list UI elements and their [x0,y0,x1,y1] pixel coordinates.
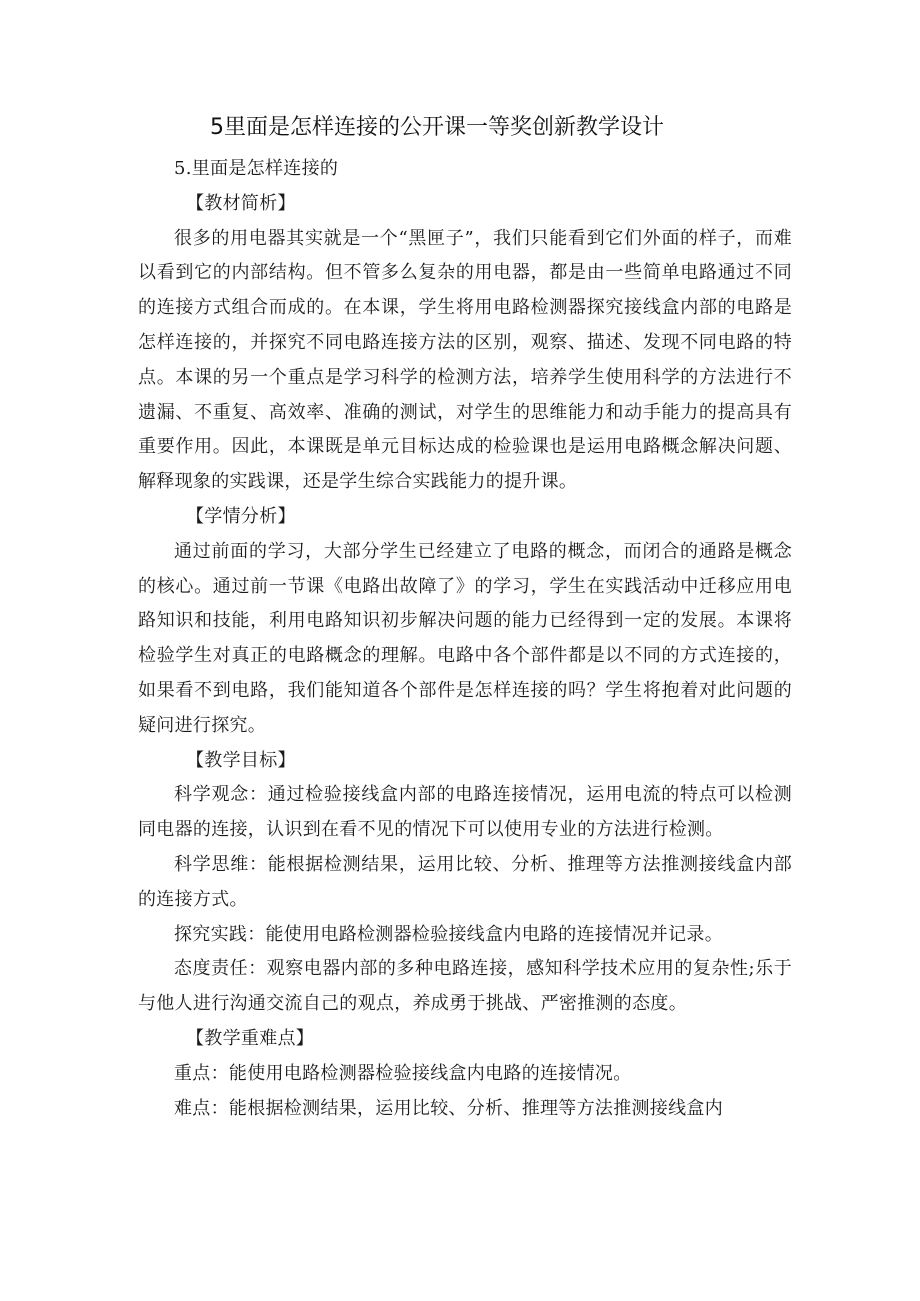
keypoint-difficulty: 难点：能根据检测结果，运用比较、分析、推理等方法推测接线盒内 [174,1097,723,1119]
section-heading-learners: 【学情分析】 [186,505,296,527]
lesson-subtitle: 5.里面是怎样连接的 [174,158,339,179]
materials-paragraph: 很多的用电器其实就是一个“黑匣子”，我们只能看到它们外面的样子，而难以看到它的内部结构。但不管多么复杂的用电器，都是由一些简单电路通过不同的连接方式组合而成的。在本课，学生将用电路检测器探究接线盒内部的电路是怎样连接的，并探究不同电路连接方法的区别，观察、描述、发现不同电路的特点。本课的另一个重点是学习科学的检测方法，培养学生使用科学的方法进行不遗漏、不重复、高效率、准确的测试，对学生的思维能力和动手能力的提高具有重要作用。因此，本课既是单元目标达成的检验课也是运用电路概念解决问题、解释现象的实践课，还是学生综合实践能力的提升课。 [138,227,792,493]
document-page [138,112,792,1126]
goal-practice: 探究实践：能使用电路检测器检验接线盒内电路的连接情况并记录。 [174,923,723,945]
section-heading-keypoints: 【教学重难点】 [186,1027,315,1049]
goal-thinking: 科学思维：能根据检测结果，运用比较、分析、推理等方法推测接线盒内部的连接方式。 [138,853,792,910]
document-title: 5里面是怎样连接的公开课一等奖创新教学设计 [210,115,664,140]
goal-attitude: 态度责任：观察电器内部的多种电路连接，感知科学技术应用的复杂性;乐于与他人进行沟通交流自己的观点，养成勇于挑战、严密推测的态度。 [138,958,792,1015]
learners-paragraph: 通过前面的学习，大部分学生已经建立了电路的概念，而闭合的通路是概念的核心。通过前一节课《电路出故障了》的学习，学生在实践活动中迁移应用电路知识和技能，利用电路知识初步解决问题的能力已经得到一定的发展。本课将检验学生对真正的电路概念的理解。电路中各个部件都是以不同的方式连接的，如果看不到电路，我们能知道各个部件是怎样连接的吗？学生将抱着对此问题的疑问进行探究。 [138,540,792,736]
section-heading-materials: 【教材简析】 [186,192,296,214]
section-heading-goals: 【教学目标】 [186,749,296,771]
keypoint-focus: 重点：能使用电路检测器检验接线盒内电路的连接情况。 [174,1062,632,1084]
goal-concept: 科学观念：通过检验接线盒内部的电路连接情况，运用电流的特点可以检测同电器的连接，认识到在看不见的情况下可以使用专业的方法进行检测。 [138,784,792,841]
